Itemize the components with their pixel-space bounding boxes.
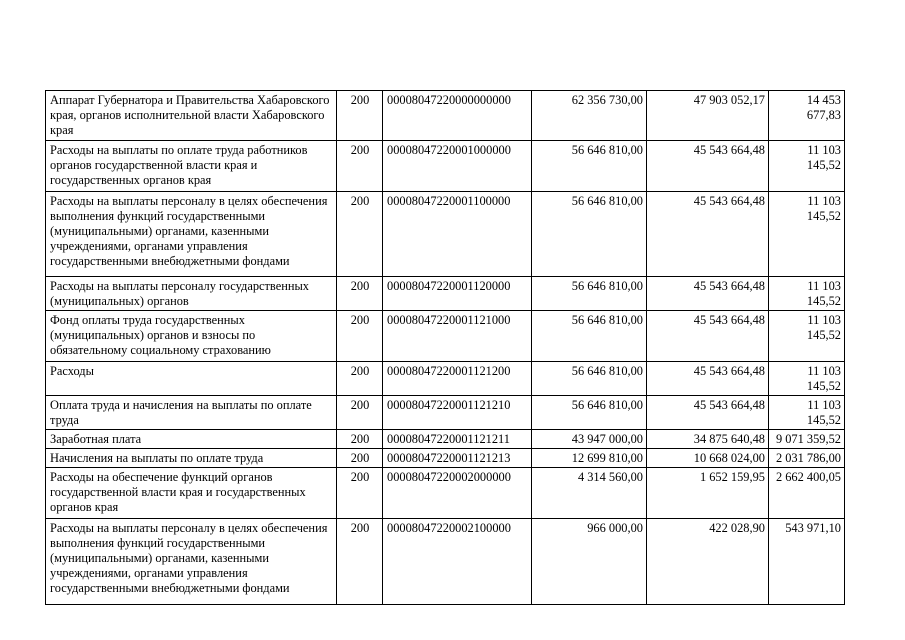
table-row (46, 449, 845, 468)
row-name: Расходы на обеспечение функций органов государственной власти края и государственных органов края (46, 468, 337, 519)
row-name: Расходы (46, 362, 337, 396)
row-approved: 43 947 000,00 (532, 430, 647, 449)
row-name: Оплата труда и начисления на выплаты по оплате труда (46, 396, 337, 430)
row-executed: 45 543 664,48 (647, 141, 769, 192)
table-row (46, 141, 845, 192)
row-name: Начисления на выплаты по оплате труда (46, 449, 337, 468)
row-code: 200 (337, 430, 383, 449)
row-approved: 966 000,00 (532, 519, 647, 605)
row-approved: 56 646 810,00 (532, 362, 647, 396)
row-executed: 45 543 664,48 (647, 192, 769, 277)
row-remaining: 2 031 786,00 (769, 449, 845, 468)
row-code: 200 (337, 277, 383, 311)
table-row (46, 430, 845, 449)
row-name: Расходы на выплаты персоналу государственных (муниципальных) органов (46, 277, 337, 311)
budget-report-table (45, 90, 845, 605)
row-remaining: 543 971,10 (769, 519, 845, 605)
row-expense-code: 00008047220001121000 (383, 311, 532, 362)
row-executed: 422 028,90 (647, 519, 769, 605)
row-approved: 62 356 730,00 (532, 91, 647, 141)
table-row (46, 519, 845, 605)
table-row (46, 468, 845, 519)
row-remaining: 11 103 145,52 (769, 277, 845, 311)
row-approved: 56 646 810,00 (532, 277, 647, 311)
row-name: Расходы на выплаты по оплате труда работников органов государственной власти края и государственных органов края (46, 141, 337, 192)
row-approved: 56 646 810,00 (532, 311, 647, 362)
row-approved: 12 699 810,00 (532, 449, 647, 468)
row-executed: 47 903 052,17 (647, 91, 769, 141)
row-expense-code: 00008047220000000000 (383, 91, 532, 141)
table-row (46, 396, 845, 430)
row-expense-code: 00008047220001100000 (383, 192, 532, 277)
row-remaining: 11 103 145,52 (769, 396, 845, 430)
row-expense-code: 00008047220001121210 (383, 396, 532, 430)
row-executed: 34 875 640,48 (647, 430, 769, 449)
row-code: 200 (337, 311, 383, 362)
row-code: 200 (337, 396, 383, 430)
row-expense-code: 00008047220001121200 (383, 362, 532, 396)
row-approved: 4 314 560,00 (532, 468, 647, 519)
table-row (46, 91, 845, 141)
row-remaining: 11 103 145,52 (769, 362, 845, 396)
row-code: 200 (337, 468, 383, 519)
row-executed: 10 668 024,00 (647, 449, 769, 468)
row-code: 200 (337, 192, 383, 277)
row-name: Аппарат Губернатора и Правительства Хабаровского края, органов исполнительной власти Хабаровского края (46, 91, 337, 141)
row-code: 200 (337, 362, 383, 396)
row-executed: 45 543 664,48 (647, 311, 769, 362)
table-row (46, 311, 845, 362)
row-executed: 1 652 159,95 (647, 468, 769, 519)
row-code: 200 (337, 141, 383, 192)
row-code: 200 (337, 91, 383, 141)
row-executed: 45 543 664,48 (647, 396, 769, 430)
row-name: Расходы на выплаты персоналу в целях обеспечения выполнения функций государственными (муниципальными) органами, казенными учреждениями, органами управления государственными внебюджетными фондами (46, 192, 337, 277)
row-expense-code: 00008047220002000000 (383, 468, 532, 519)
row-approved: 56 646 810,00 (532, 192, 647, 277)
row-remaining: 2 662 400,05 (769, 468, 845, 519)
row-expense-code: 00008047220001121213 (383, 449, 532, 468)
row-expense-code: 00008047220001121211 (383, 430, 532, 449)
row-executed: 45 543 664,48 (647, 277, 769, 311)
table-row (46, 362, 845, 396)
row-approved: 56 646 810,00 (532, 141, 647, 192)
row-executed: 45 543 664,48 (647, 362, 769, 396)
row-code: 200 (337, 519, 383, 605)
row-remaining: 11 103 145,52 (769, 311, 845, 362)
row-name: Заработная плата (46, 430, 337, 449)
row-remaining: 14 453 677,83 (769, 91, 845, 141)
row-remaining: 11 103 145,52 (769, 141, 845, 192)
row-name: Расходы на выплаты персоналу в целях обеспечения выполнения функций государственными (муниципальными) органами, казенными учреждениями, органами управления государственными внебюджетными фондами (46, 519, 337, 605)
row-code: 200 (337, 449, 383, 468)
row-name: Фонд оплаты труда государственных (муниципальных) органов и взносы по обязательному социальному страхованию (46, 311, 337, 362)
table-row (46, 277, 845, 311)
row-remaining: 9 071 359,52 (769, 430, 845, 449)
row-remaining: 11 103 145,52 (769, 192, 845, 277)
row-expense-code: 00008047220002100000 (383, 519, 532, 605)
row-approved: 56 646 810,00 (532, 396, 647, 430)
table-row (46, 192, 845, 277)
row-expense-code: 00008047220001120000 (383, 277, 532, 311)
row-expense-code: 00008047220001000000 (383, 141, 532, 192)
